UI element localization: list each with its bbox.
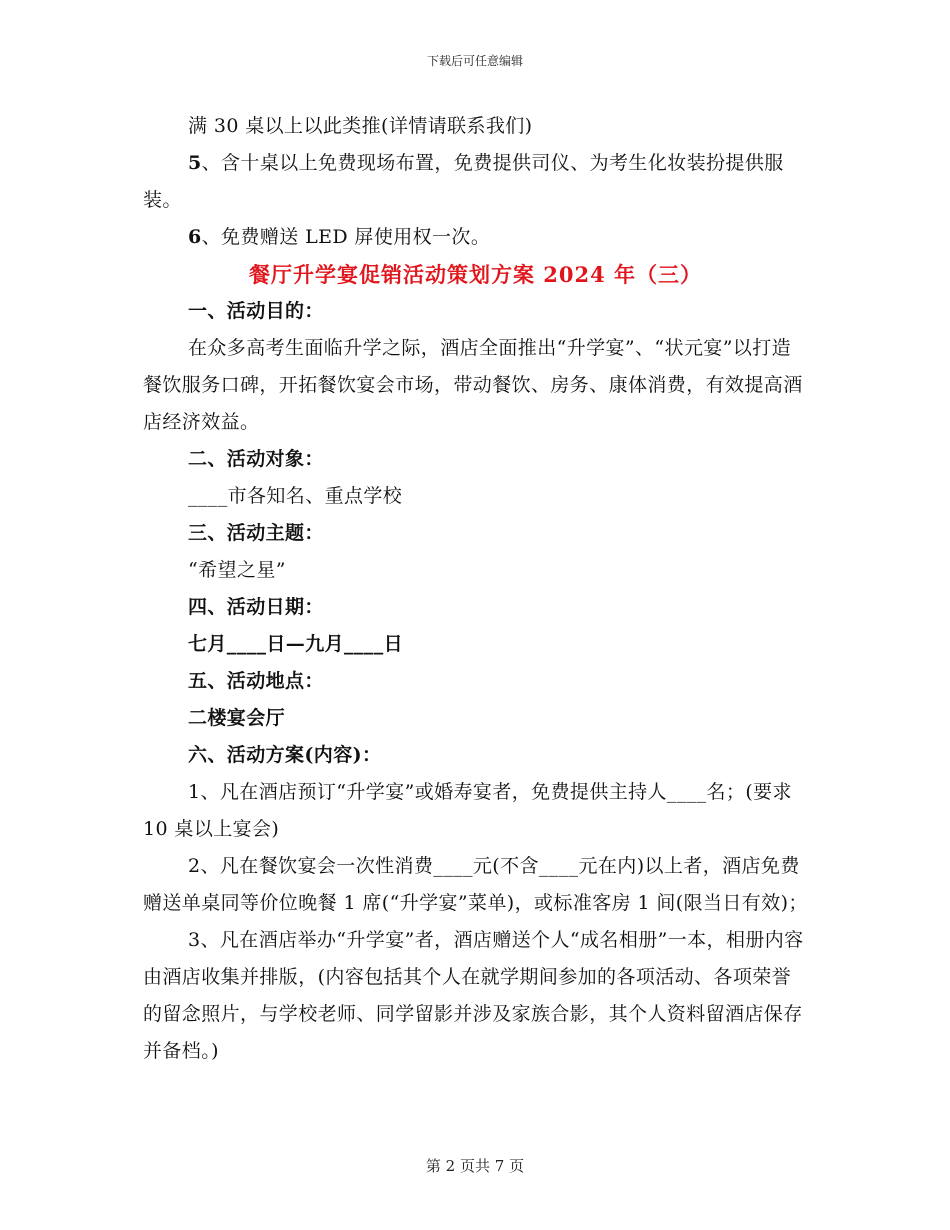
plan-item-3: 3、凡在酒店举办“升学宴”者，酒店赠送个人“成名相册”一本，相册内容由酒店收集并排版，(内容包括其个人在就学期间参加的各项活动、各项荣誉的留念照片，与学校老师、同学留影并涉及家族合影，其个人资料留酒店保存并备档。) <box>143 929 804 1062</box>
section-heading-1: 一、活动目的： <box>188 300 324 322</box>
document-title: 餐厅升学宴促销活动策划方案 2024 年（三） <box>248 262 703 287</box>
section-heading-6: 六、活动方案(内容)： <box>188 744 382 766</box>
item-text: 、免费赠送 LED 屏使用权一次。 <box>201 226 491 248</box>
section-body-1: 在众多高考生面临升学之际，酒店全面推出“升学宴”、“状元宴”以打造餐饮服务口碑，开拓餐饮宴会市场，带动餐饮、房务、康体消费，有效提高酒店经济效益。 <box>143 337 803 433</box>
plan-item-2: 2、凡在餐饮宴会一次性消费____元(不含____元在内)以上者，酒店免费赠送单桌同等价位晚餐 1 席(“升学宴”菜单)，或标准客房 1 间(限当日有效)； <box>143 855 808 914</box>
section-body-3: “希望之星” <box>188 559 286 581</box>
document-body <box>143 108 808 1070</box>
item-number: 5 <box>188 152 202 174</box>
section-heading-3: 三、活动主题： <box>188 522 324 544</box>
plan-item-1: 1、凡在酒店预订“升学宴”或婚寿宴者，免费提供主持人____名；(要求 10 桌以上宴会) <box>143 781 792 840</box>
section-heading-2: 二、活动对象： <box>188 448 324 470</box>
list-item-6 <box>143 219 808 256</box>
item-number: 6 <box>188 226 202 248</box>
section-body-2: ____市各知名、重点学校 <box>188 485 403 507</box>
section-body-5: 二楼宴会厅 <box>188 707 286 729</box>
section-heading-5: 五、活动地点： <box>188 670 324 692</box>
item-text: 、含十桌以上免费现场布置，免费提供司仪、为考生化妆装扮提供服装。 <box>143 152 784 211</box>
page-header: 下载后可任意编辑 <box>426 54 523 68</box>
page-footer: 第 2 页共 7 页 <box>425 1157 525 1175</box>
list-item-5 <box>143 145 808 219</box>
intro-line: 满 30 桌以上以此类推(详情请联系我们) <box>188 115 533 137</box>
section-heading-4: 四、活动日期： <box>188 596 324 618</box>
section-body-4: 七月____日—九月____日 <box>188 633 404 655</box>
